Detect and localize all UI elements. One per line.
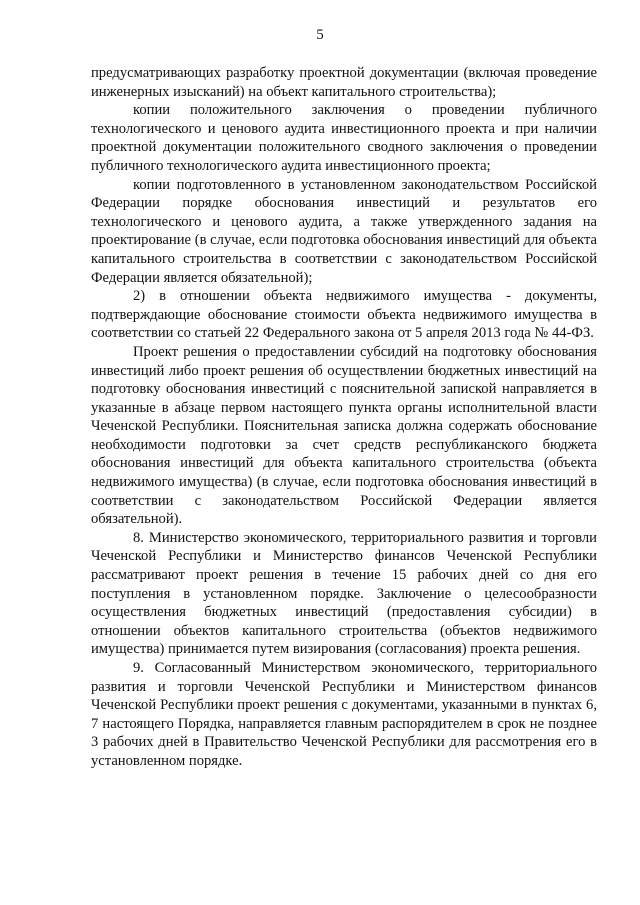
paragraph-investment-justification-copies: копии подготовленного в установленном законодательством Российской Федерации порядке обоснования инвестиций и результатов его технологического и ценового аудита, а также утвержденного задания на проектирование (в случае, если подготовка обоснования инвестиций для объекта капитального строительства в соответствии с законодательством Российской Федерации является обязательной); [91,176,597,286]
paragraph-draft-decision: Проект решения о предоставлении субсидий на подготовку обоснования инвестиций либо проект решения об осуществлении бюджетных инвестиций на подготовку обоснования инвестиций с пояснительной запиской направляется в указанные в абзаце первом настоящего пункта органы исполнительной власти Чеченской Республики. Пояснительная записка должна содержать обоснование необходимости подготовки за счет средств республиканского бюджета обоснования инвестиций для объекта капитального строительства (объекта недвижимого имущества) (в случае, если подготовка обоснования инвестиций в соответствии с законодательством Российской Федерации является обязательной). [91,343,597,528]
page-number: 5 [316,27,324,43]
paragraph-item-9: 9. Согласованный Министерством экономического, территориального развития и торговли Чеченской Республики и Министерством финансов Чеченской Республики проект решения с документами, указанными в пунктах 6, 7 настоящего Порядка, направляется главным распорядителем в срок не позднее 3 рабочих дней в Правительство Чеченской Республики для рассмотрения его в установленном порядке. [91,660,597,769]
paragraph-continuation: предусматривающих разработку проектной документации (включая проведение инженерных изысканий) на объект капитального строительства); [91,65,597,100]
paragraph-item-8: 8. Министерство экономического, территориального развития и торговли Чеченской Республики и Министерство финансов Чеченской Республики рассматривают проект решения в течение 15 рабочих дней со дня его поступления в установленном порядке. Заключение о целесообразности осуществления бюджетных инвестиций (предоставления субсидии) в отношении объектов капитального строительства (объектов недвижимого имущества) принимается путем визирования (согласования) проекта решения. [91,529,597,658]
paragraph-real-estate-documents: 2) в отношении объекта недвижимого имущества - документы, подтверждающие обоснование стоимости объекта недвижимого имущества в соответствии со статьей 22 Федерального закона от 5 апреля 2013 года № 44-ФЗ. [91,288,597,342]
paragraph-audit-conclusion-copies: копии положительного заключения о проведении публичного технологического и ценового аудита инвестиционного проекта и при наличии проектной документации положительного сводного заключения о проведении публичного технологического аудита инвестиционного проекта; [91,102,597,174]
document-body [91,64,597,771]
